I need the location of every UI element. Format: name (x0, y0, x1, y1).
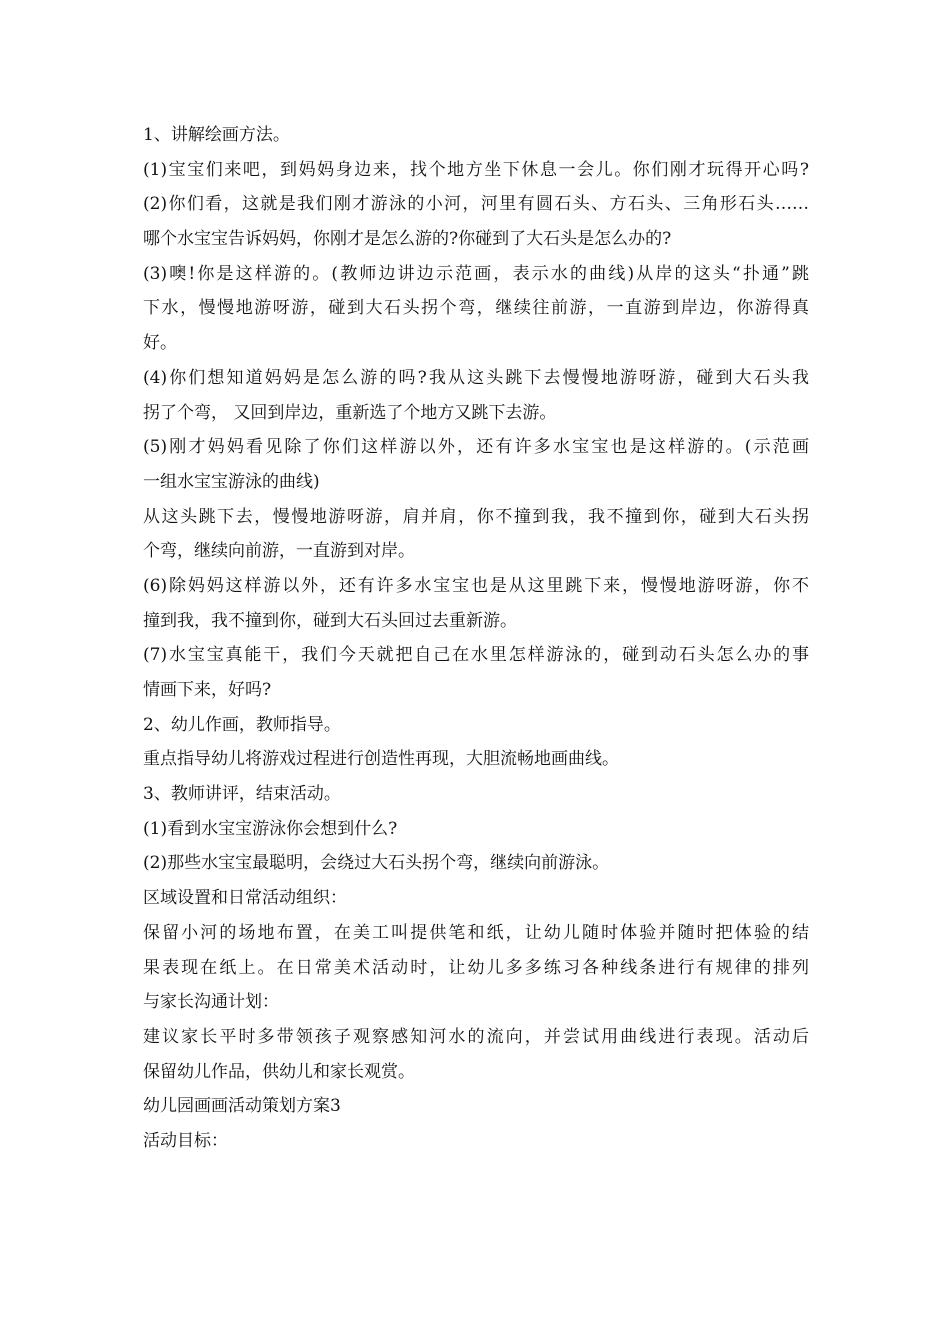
text-line: 1、讲解绘画方法。 (143, 125, 290, 145)
section-heading: 活动目标： (143, 1130, 228, 1151)
text-line: (2)那些水宝宝最聪明，会绕过大石头拐个弯，继续向前游泳。 (143, 853, 610, 874)
text-line: (7)水宝宝真能干，我们今天就把自己在水里怎样游泳的，碰到动石头怎么办的事 (143, 645, 809, 666)
text-line: 一组水宝宝游泳的曲线) (143, 471, 320, 492)
document-title: 幼儿园画画活动策划方案3 (143, 1096, 341, 1117)
text-line: 保留小河的场地布置，在美工叫提供笔和纸，让幼儿随时体验并随时把体验的结 (143, 922, 809, 943)
text-line: (1)宝宝们来吧，到妈妈身边来，找个地方坐下休息一会儿。你们刚才玩得开心吗? (143, 159, 809, 180)
document-body (143, 118, 809, 1159)
section-heading: 与家长沟通计划： (143, 992, 279, 1013)
text-line: 建议家长平时多带领孩子观察感知河水的流向，并尝试用曲线进行表现。活动后 (143, 1026, 809, 1047)
text-line: (4)你们想知道妈妈是怎么游的吗?我从这头跳下去慢慢地游呀游，碰到大石头我 (143, 367, 809, 388)
text-line: 下水，慢慢地游呀游，碰到大石头拐个弯，继续往前游，一直游到岸边，你游得真 (143, 298, 809, 319)
text-line: 从这头跳下去，慢慢地游呀游，肩并肩，你不撞到我，我不撞到你，碰到大石头拐 (143, 506, 809, 527)
text-line: (6)除妈妈这样游以外，还有许多水宝宝也是从这里跳下来，慢慢地游呀游，你不 (143, 575, 809, 596)
text-line: 好。 (143, 333, 177, 354)
text-line: 哪个水宝宝告诉妈妈，你刚才是怎么游的?你碰到了大石头是怎么办的? (143, 229, 672, 250)
text-line: (3)噢!你是这样游的。(教师边讲边示范画，表示水的曲线)从岸的这头“扑通”跳 (143, 263, 809, 284)
text-line: 撞到我，我不撞到你，碰到大石头回过去重新游。 (143, 610, 517, 631)
text-line: 保留幼儿作品，供幼儿和家长观赏。 (143, 1061, 415, 1082)
text-line: 果表现在纸上。在日常美术活动时，让幼儿多多练习各种线条进行有规律的排列 (143, 957, 809, 978)
text-line: 个弯，继续向前游，一直游到对岸。 (143, 541, 415, 562)
text-line: 拐了个弯， 又回到岸边，重新选了个地方又跳下去游。 (143, 402, 557, 423)
text-line: (5)刚才妈妈看见除了你们这样游以外，还有许多水宝宝也是这样游的。(示范画 (143, 437, 809, 458)
text-line: 重点指导幼儿将游戏过程进行创造性再现，大胆流畅地画曲线。 (143, 749, 619, 770)
text-line: (1)看到水宝宝游泳你会想到什么? (143, 818, 398, 839)
text-line: (2)你们看，这就是我们刚才游泳的小河，河里有圆石头、方石头、三角形石头…… (143, 194, 809, 215)
section-heading: 3、教师讲评，结束活动。 (143, 784, 341, 805)
section-heading: 区域设置和日常活动组织： (143, 888, 347, 909)
section-heading: 2、幼儿作画，教师指导。 (143, 714, 341, 735)
text-line: 情画下来，好吗? (143, 680, 272, 700)
